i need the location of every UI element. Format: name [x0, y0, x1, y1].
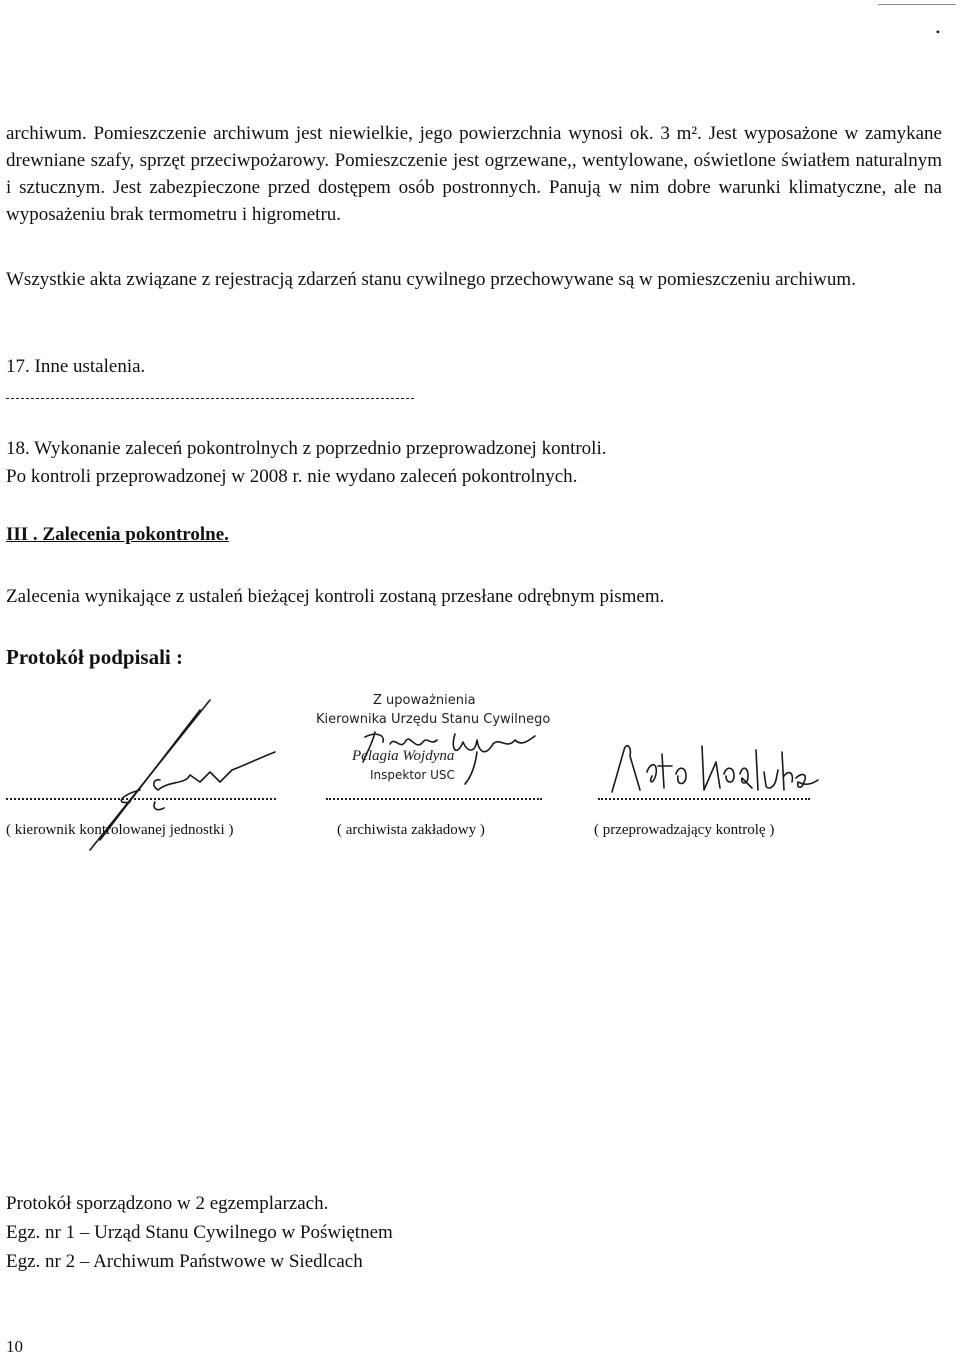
section-18-text: Po kontroli przeprowadzonej w 2008 r. nie wydano zaleceń pokontrolnych. — [6, 466, 578, 487]
paragraph-archive-description: archiwum. Pomieszczenie archiwum jest niewielkie, jego powierzchnia wynosi ok. 3 m². Jest wyposażone w zamykane drewniane szafy, sprzęt przeciwpożarowy. Pomieszczenie jest ogrzewane,, wentylowane, oświetlone światłem naturalnym i sztucznym. Jest zabezpieczone przed dostępem osób postronnych. Panują w nim dobre warunki klimatyczne, ale na wyposażeniu brak termometru i higrometru. — [6, 123, 942, 225]
section-iii-text: Zalecenia wynikające z ustaleń bieżącej kontroli zostaną przesłane odrębnym pismem. — [6, 586, 665, 607]
signatures-heading: Protokół podpisali : — [6, 645, 183, 669]
section-18-heading: 18. Wykonanie zaleceń pokontrolnych z poprzednio przeprowadzonej kontroli. — [6, 438, 607, 459]
signature-label-archivist: ( archiwista zakładowy ) — [337, 822, 485, 838]
footer-copy-1: Egz. nr 1 – Urząd Stanu Cywilnego w Poświętnem — [6, 1222, 393, 1243]
section-17-dashed-line — [6, 398, 414, 399]
stamp-name: Pelagia Wojdyna — [352, 748, 455, 764]
section-17-heading: 17. Inne ustalenia. — [6, 356, 146, 377]
scan-mark-dot: • — [935, 25, 940, 39]
signature-middle — [345, 722, 545, 792]
signature-right — [592, 732, 822, 802]
scan-mark-line — [878, 4, 956, 5]
signature-line-left — [6, 798, 276, 800]
stamp-title: Inspektor USC — [370, 768, 455, 782]
section-iii-heading: III . Zalecenia pokontrolne. — [6, 524, 229, 545]
signature-label-inspector: ( przeprowadzający kontrolę ) — [594, 822, 775, 838]
signature-line-middle — [326, 798, 542, 800]
page-number: 10 — [6, 1337, 23, 1356]
stamp-authorization-line: Z upoważnienia — [373, 693, 476, 708]
signature-label-unit-head: ( kierownik kontrolowanej jednostki ) — [6, 822, 234, 838]
signature-line-right — [598, 798, 810, 800]
footer-copy-2: Egz. nr 2 – Archiwum Państwowe w Siedlcach — [6, 1251, 363, 1272]
paragraph-records-storage: Wszystkie akta związane z rejestracją zdarzeń stanu cywilnego przechowywane są w pomieszczeniu archiwum. — [6, 269, 856, 290]
footer-copies-count: Protokół sporządzono w 2 egzemplarzach. — [6, 1193, 329, 1214]
stamp-office-line: Kierownika Urzędu Stanu Cywilnego — [316, 712, 551, 727]
